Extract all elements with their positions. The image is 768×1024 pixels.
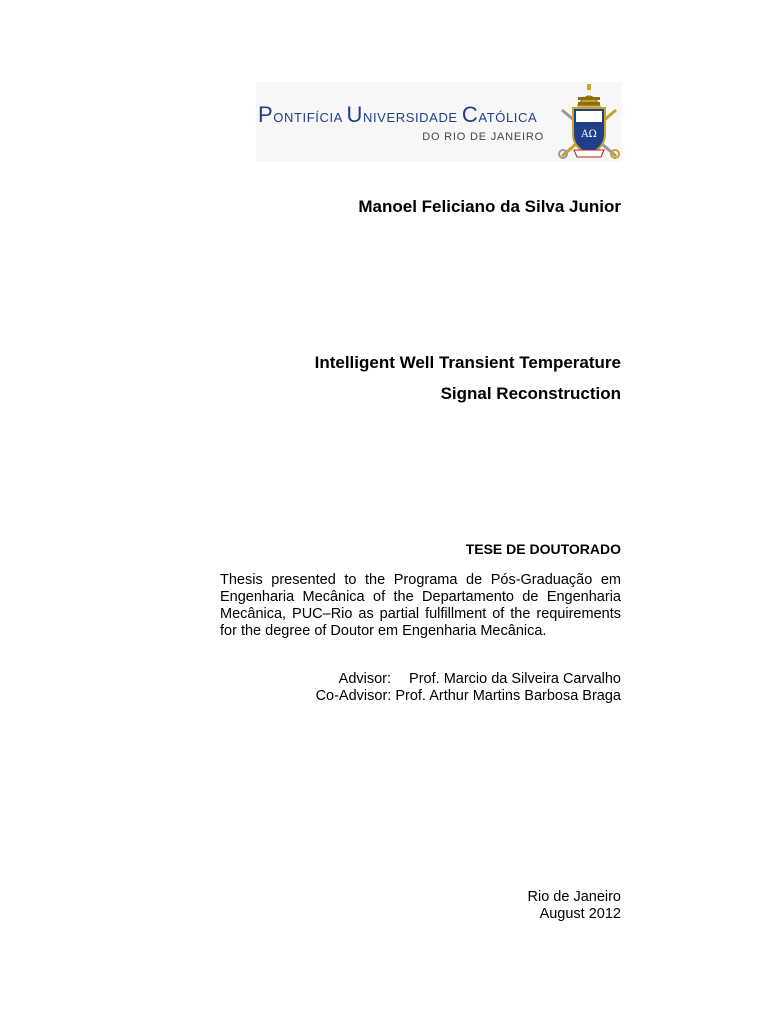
crest-shield-band <box>576 111 602 122</box>
date: August 2012 <box>539 906 621 922</box>
degree-label: TESE DE DOUTORADO <box>465 541 621 557</box>
thesis-title-line1: Intelligent Well Transient Temperature <box>314 353 621 372</box>
university-name-line2: DO RIO DE JANEIRO <box>422 131 544 143</box>
advisor-name: Prof. Marcio da Silveira Carvalho <box>409 671 621 687</box>
university-crest-icon <box>556 84 622 162</box>
crest-tiara-band-2 <box>578 102 600 105</box>
coadvisor-name: Prof. Arthur Martins Barbosa Braga <box>395 688 621 704</box>
thesis-title-line2: Signal Reconstruction <box>440 384 621 403</box>
author-name: Manoel Feliciano da Silva Junior <box>358 197 621 216</box>
university-word-2: UNIVERSIDADE <box>346 102 458 127</box>
advisor-label: Advisor: <box>338 671 392 687</box>
coadvisor-line <box>316 688 621 704</box>
thesis-description: Thesis presented to the Programa de Pós-Graduação em Engenharia Mecânica of the Departamento de Engenharia Mecânica, PUC–Rio as partial fulfillment of the requirements for the degree of Doutor em Engenharia Mecânica. <box>220 572 621 639</box>
place: Rio de Janeiro <box>527 889 621 905</box>
crest-tiara-band-1 <box>578 97 600 100</box>
advisor-line <box>339 671 621 687</box>
crest-ribbon <box>574 150 604 157</box>
crest-letters: ΑΩ <box>581 129 597 140</box>
university-name-line1 <box>258 104 546 129</box>
crest-tiara-cross <box>587 84 591 90</box>
coadvisor-label: Co-Advisor: <box>315 688 392 704</box>
university-name <box>258 104 546 143</box>
university-word-1: PONTIFÍCIA <box>258 102 343 127</box>
university-word-3: CATÓLICA <box>461 102 538 127</box>
